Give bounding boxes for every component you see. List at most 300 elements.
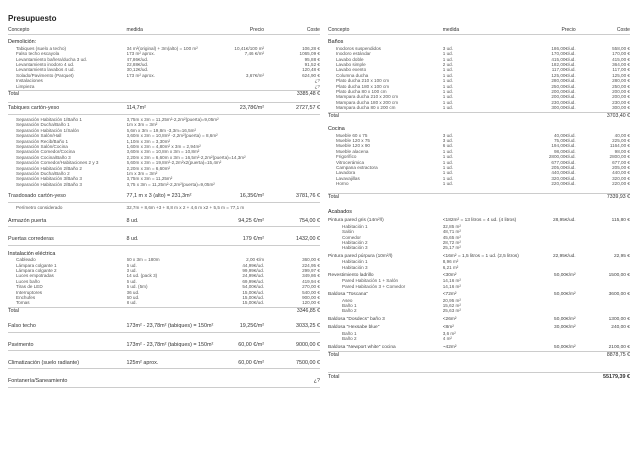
row-concept: Separación Habitación 3/Baño 3 [16,176,82,182]
table-row [8,182,320,187]
row-cost: 117,00 € [612,67,630,73]
row-concept: Separación Recib/Baño 1 [16,138,69,144]
finishes-total [328,351,630,358]
sub-room: Habitación 1 [342,259,368,265]
total-label: Total [328,193,339,200]
row-concept: Falso techo escayola [16,51,60,57]
row-price: 2,00 €/m [246,257,265,263]
item-label: Trasdosado cartón-yeso [8,193,66,200]
kitchen-total [328,193,630,200]
row-concept: Enchufes [16,295,36,301]
row-price: 170,00€/ud. [551,51,576,57]
row-concept: Mueble alacena [336,148,369,154]
row-concept: Separación Cocina/Baño 3 [16,154,71,160]
section-title: Instalación eléctrica [8,250,56,257]
row-concept: Levantamiento lavabos 4 ud. [16,67,75,73]
sub-room: Salón [342,229,354,235]
row-measure: 14 ud. (pack 3) [126,273,158,279]
sub-room: Baño 1 [342,330,357,336]
sub-room: Baño 1 [342,303,357,309]
row-price: 182,00€/ud. [551,62,576,68]
item-cost: 754,00 € [298,217,320,224]
row-measure: 5 ud. (5m) [126,284,148,290]
row-price: 15,00€/ud. [242,300,265,306]
item-cost: 9000,00 € [295,341,320,348]
sub-room: Habitación 3 [342,264,368,270]
row-measure: 1 ud. [442,154,453,160]
row-concept: Separación Comedor/Habitaciones 2 y 3 [16,160,99,166]
left-column [8,28,320,390]
sub-area: 25,63 m² [442,308,461,314]
row-concept: Separación Salón/Cocina [16,143,68,149]
row-concept: Lavabo doble [336,56,364,62]
row-price: 75,00€/ud. [553,137,576,143]
item-measure: 173m² - 23,78m² (tabiques) = 150m² [126,323,214,330]
item-label: Armazón puerta [8,217,47,224]
row-concept: Separación Habitación 1/Salón [16,127,80,133]
row-price: 15,00€/ud. [242,289,265,295]
finish-label: Baldosa "Hexsabe blue" [328,325,380,331]
header-cost: Coste [306,27,320,33]
bathrooms-section [328,40,630,119]
section-title: Cocina [328,126,345,133]
kitchen-section [328,127,630,200]
finish-sub-row [328,308,630,313]
row-price: 98,00€/ud. [553,148,576,154]
row-cost: 364,00 € [612,62,630,68]
partition-rows [8,117,320,187]
row-price: 415,00€/ud. [551,56,576,62]
row-concept: Lámpara colgante 1 [16,262,57,268]
header-measure: medida [442,27,460,33]
row-cost: 1065,09 € [299,51,320,57]
finishes-section [328,210,630,358]
row-cost: 360,00 € [302,257,320,263]
row-price: 69,99€/ud. [242,278,265,284]
finish-price: 50,00€/m² [554,316,576,322]
row-concept: Separación Comedor/Cocina [16,149,75,155]
row-cost: 270,00 € [302,284,320,290]
total-value: 8878,75 € [606,351,630,358]
total-value: 3703,40 € [606,112,630,119]
sub-area: 8,96 m² [442,259,459,265]
sub-area: 28,72 m² [442,240,461,245]
finishes-items [328,218,630,350]
row-measure: 36 ud. [126,289,140,295]
item-label: Tabiques cartón-yeso [8,105,60,112]
electrical-section [8,252,320,314]
item-label: Fontanería/Saneamiento [8,378,68,385]
row-price: 15,00€/ud. [242,295,265,301]
finish-label: Baldosa "Newport white" cocina [328,344,396,350]
sub-area: 4 m² [442,336,452,342]
finish-label: Baldosa "Dosdecs" baño 3 [328,316,385,322]
finish-item [328,345,630,350]
row-cost: 120,00 € [302,300,320,306]
row-measure: 1 ud. [442,164,453,170]
row-price: 3,67€/m² [245,72,265,78]
row-measure: 8 ud. [126,300,137,306]
row-concept: Separación Habitación 2/Baño 3 [16,181,82,187]
row-concept: Separación Salón/Hall [16,133,62,139]
row-measure: 3 ud. [442,132,453,138]
finish-label: Pintura pared gris (14m²/l) [328,218,384,224]
row-concept: Inodoro estándar [336,51,371,57]
table-row [328,181,630,186]
row-measure: 1 ud. [442,99,453,105]
row-cost: 299,97 € [302,268,320,273]
row-concept: Frigorífico [336,154,357,160]
item-label: Falso techo [8,323,36,330]
row-concept: Lavavajillas [336,175,360,181]
row-measure: 1 ud. [442,51,453,57]
row-concept: Columna ducha [336,72,369,78]
sub-room: Habitación 2 [342,240,368,245]
row-price: 200,00€/ud. [551,89,576,95]
item-price: 19,25€/m² [239,323,265,330]
sub-room: Baño 2 [342,336,357,342]
row-measure [127,84,217,89]
row-measure: 3 ud. [442,137,453,143]
item-price: 60,00 €/m² [238,360,265,367]
sliding-doors-row [8,237,320,245]
row-price: 24,99€/ud. [242,273,265,279]
item-measure: 8 ud. [126,236,139,243]
finish-item [328,317,630,322]
item-cost: 3781,76 € [295,193,320,200]
electrical-total [8,307,320,314]
row-price: 194,00€/ud. [551,143,576,149]
climate-row [8,361,320,369]
item-measure: 114,7m² [126,105,146,112]
row-cost: 98,00 € [614,148,630,154]
row-cost: 419,94 € [302,278,320,284]
header-price: Precio [561,27,576,33]
item-price: 60,00 €/m² [238,341,265,348]
table-row [328,105,630,110]
bathrooms-total [328,112,630,119]
total-label: Total [8,307,19,314]
row-concept: Levantamiento bañera/ducha 3 ud. [16,56,88,62]
row-concept: Mueble 120 x 90 [336,143,370,149]
row-measure: 60 ud. [126,295,140,301]
row-price: 44,99€/ud. [242,262,265,268]
false-ceiling-row [8,324,320,332]
row-measure: 1 ud. [442,175,453,181]
finish-cost: 115,80 € [611,218,630,224]
sub-room: Comedor [342,234,361,240]
row-measure: 3,75m x 3m = 11,25m²-2,2m²(puerta)=9,05m² [126,116,219,122]
electrical-rows [8,257,320,306]
row-concept: Inodoros suspendidos [336,45,381,51]
plumbing-row [8,379,320,387]
row-measure: 22,88€/ud. [126,62,149,68]
row-measure: 34 m²(original) + 3m(alto) = 100 m² [126,45,198,51]
row-price: 205,00€/ud. [551,164,576,170]
row-cost: 106,28 € [302,45,320,51]
finish-price: 22,95€/ud. [552,253,576,259]
header-price: Precio [249,27,265,33]
row-concept: Mueble 60 x 75 [336,132,368,138]
row-concept: Tiras de LED [16,284,43,290]
row-cost: 205,00 € [612,164,630,170]
section-title: Demolición: [8,39,37,46]
row-price: 99,99€/ud. [242,268,265,273]
demolition-total [8,90,320,97]
row-measure: 1,60m x 3m = 4,80m² x 3m = 2,94m² [126,143,201,149]
row-cost: 558,00 € [612,45,630,51]
header-measure: medida [126,27,143,33]
finish-sub-row [328,284,630,289]
row-measure: 3 ud. [126,268,137,273]
row-cost: 677,00 € [612,159,630,165]
row-measure: 3,60m x 3m = 10,8m² -2,2m²(puerta) = 8,6m² [126,133,218,139]
item-cost: 3033,25 € [295,323,320,330]
row-measure: 1 ud. [442,170,453,176]
row-cost: 220,00 € [612,181,630,187]
row-measure: 1,10m x 3m = 3,30m² [126,138,171,144]
sub-room: Pared Habitación 3 + Comedor [342,283,406,289]
item-price: 94,25 €/m² [238,217,265,224]
row-concept: Levantamiento inodoro 4 ud. [16,62,75,68]
finish-measure: <8m² [442,325,454,331]
row-price: 186,00€/ud. [551,45,576,51]
row-measure: 5 ud. [126,262,137,268]
finish-cost: 2100,00 € [608,344,630,350]
row-measure: 1 ud. [442,94,453,100]
finish-sub-row [328,336,630,341]
row-price: 40,00€/ud. [553,132,576,138]
row-price: 220,00€/ud. [551,181,576,187]
sub-area: 48,71 m² [442,229,461,235]
item-label: Climatización (suelo radiante) [8,360,80,367]
row-concept: Lavabo simple [336,62,366,68]
section-title: Acabados [328,208,352,215]
row-concept: Tomas [16,300,30,306]
row-cost: 91,52 € [304,62,320,68]
right-column [328,28,630,381]
grand-total-value: 55179,39 € [603,374,630,381]
row-measure: 1 ud. [442,83,453,89]
grand-total-label: Total [328,374,340,381]
row-concept: Campana extractora [336,164,378,170]
row-concept: Limpieza [16,83,35,89]
row-measure: 173 m² aprox. [126,72,155,78]
finish-measure: <182m² = 13 litros = 4 ud. (4 litros) [442,218,517,224]
row-price: 200,00€/ud. [551,94,576,100]
row-measure: 1 ud. [442,105,453,111]
finish-cost: 1500,00 € [608,273,630,279]
row-cost: 120,48 € [302,67,320,73]
row-concept: Mampara ducha 80 x 200 cm [336,105,396,111]
row-cost: 2800,00 € [609,154,630,160]
row-concept: Lavabo exento [336,67,367,73]
row-measure: 3,60m x 3m = 10,8m x 3m = 10,8m² [126,149,200,155]
row-measure: 2 ud. [442,62,453,68]
row-cost: 415,00 € [612,56,630,62]
finish-price: 50,00€/m² [554,273,576,279]
sub-area: 15,62 m² [442,303,461,309]
row-price: 320,00€/ud. [551,175,576,181]
row-concept: Plato ducha 80 x 100 cm [336,89,387,95]
row-measure: 3,75m x 3m = 11,25m² [126,176,173,182]
sub-area: 14,16 m² [442,278,461,284]
item-cost: 7500,00 € [295,360,320,367]
header-cost: Coste [616,27,630,33]
row-concept: Luces baño [16,278,40,284]
total-value: 3385,48 € [296,91,320,98]
total-label: Total [328,351,339,358]
sub-area: 20,95 m² [442,297,461,303]
sub-label: Perímetro considerado [16,204,63,210]
row-price: 117,00€/ud. [551,67,576,73]
finish-measure: <30m² [442,273,457,279]
row-measure: 1 ud. [442,78,453,84]
row-concept: Lámpara colgante 2 [16,268,57,273]
row-concept: Separación Ducha/Baño 2 [16,170,70,176]
item-label: Puertas correderas [8,236,54,243]
row-price: 2800,00€/ud. [548,154,576,160]
sub-room: Habitación 3 [342,245,368,251]
row-measure: 6,6m x 3m = 19,8m -3,3m=16,5m² [126,127,196,133]
row-cost: 440,00 € [612,170,630,176]
row-measure: 3,75 x 3m = 11,25m²-2,2m²(puerta)=9,05m² [126,181,215,187]
sub-area: 32,85 m² [442,223,461,229]
sub-room: Pared Habitación 1 + Salón [342,278,399,284]
finish-measure: <16m² = 1,5 litros = 1 ud. (2,5 litros) [442,253,519,259]
finish-price: 50,00€/m² [554,344,576,350]
row-cost: 540,00 € [302,289,320,295]
row-concept: Plato ducha 210 x 100 cm [336,78,390,84]
row-concept: Separación Habitación 1/Baño 1 [16,116,82,122]
row-cost: 250,00 € [612,83,630,89]
row-cost: 320,00 € [612,175,630,181]
row-concept: Mampara ducha 180 x 200 cm [336,99,399,105]
finish-cost: 22,95 € [613,253,630,259]
row-measure: 6 ud. [442,143,453,149]
table-row [8,300,320,305]
total-label: Total [328,112,339,119]
finish-label: Baldosa "Toscana" [328,292,368,298]
row-measure: 1 ud. [442,56,453,62]
row-concept: Mampara ducha 210 x 200 cm [336,94,399,100]
row-cost: 40,00 € [614,132,630,138]
finish-sub-row [328,245,630,250]
page-title: Presupuesto [8,14,57,23]
row-concept: Lavadora [336,170,356,176]
row-measure: 1m x 3m = 3m² [126,170,158,176]
row-price: 280,00€/ud. [551,78,576,84]
row-measure: 6,60m x 3m = 19,8m²-2,2m²x2(puerta)=15,4m² [126,160,222,166]
sub-room: Baño 2 [342,308,357,314]
item-measure: 8 ud. [126,217,139,224]
row-cost: 200,00 € [612,89,630,95]
row-measure: 3 ud. [442,45,453,51]
row-concept: Separación Ducha/Baño 1 [16,122,70,128]
row-price: 125,00€/ud. [551,72,576,78]
row-cost: 300,00 € [612,105,630,111]
header-concept: Concepto [8,27,30,33]
item-price: 23,78€/m² [239,105,265,112]
table-row [8,84,320,89]
row-measure: 60 x 3m = 180m [126,257,160,263]
finish-label: Pintura pared púrpura (10m²/l) [328,253,393,259]
row-measure: 1 ud. [442,72,453,78]
row-price: 250,00€/ud. [551,83,576,89]
item-measure: 125m² aprox. [126,360,159,367]
row-price: 677,00€/ud. [551,159,576,165]
sub-room: Habitación 1 [342,223,368,229]
row-cost: 900,00 € [302,295,320,301]
row-cost: 1164,00 € [609,143,630,149]
item-measure: 77,1 m x 3 (alto) = 231,3m² [126,193,192,200]
row-measure: 1 ud. [442,148,453,154]
sub-room: Aseo [342,297,353,303]
table-header [8,28,320,35]
row-concept: Instalaciones [16,78,43,84]
grand-total [328,372,630,380]
row-concept: Separación Habitación 2/Baño 2 [16,165,82,171]
sub-measure: 32,7m + 8,6m +3 + 8,8 m x 2 + 4,6 m x2 + 5,5 m = 77,1 m [126,204,245,210]
row-cost: ¿? [314,78,320,84]
row-concept: Solado/Pavimento (Parquet) [16,72,74,78]
demolition-rows [8,46,320,89]
item-price: 179 €/m² [242,236,265,243]
finish-price: 50,00€/m² [554,292,576,298]
finish-sub-row [328,265,630,270]
kitchen-rows [328,133,630,187]
row-concept: Tabiques (suelo a techo) [16,45,67,51]
finish-measure: <26m² [442,316,457,322]
row-cost: 95,88 € [304,56,320,62]
row-cost: 224,95 € [302,262,320,268]
finish-cost: 1300,00 € [608,316,630,322]
item-cost: 1432,00 € [295,236,320,243]
row-concept: Plato ducha 180 x 100 cm [336,83,390,89]
row-concept: Cableado [16,257,36,263]
row-cost: 349,86 € [302,273,320,279]
total-value: 3346,85 € [296,307,320,314]
row-concept: Horno [336,181,349,187]
row-price: 7,46 €/m² [244,51,265,57]
sub-area: 3,6 m² [442,330,456,336]
row-measure: 2,20m x 3m = 6,60m² [126,165,171,171]
drywall-lining-row [8,194,320,202]
sub-area: 25,17 m² [442,245,461,251]
row-measure: 1 ud. [442,181,453,187]
row-concept: Interruptores [16,289,43,295]
finish-measure: ~42m² [442,344,457,350]
row-cost: 225,00 € [612,137,630,143]
row-cost: 230,00 € [612,99,630,105]
partition-walls-row [8,102,320,114]
sub-area: 45,65 m² [442,234,461,240]
item-label: Pavimento [8,341,34,348]
finish-cost: 240,00 € [611,325,630,331]
perimeter-row [8,205,320,210]
row-measure: 30,12€/ud. [126,67,149,73]
door-frame-row [8,219,320,227]
table-header [328,28,630,35]
item-cost: ¿? [313,378,320,385]
header-concept: Concepto [328,27,350,33]
row-price: 54,00€/ud. [242,284,265,290]
demolition-section [8,40,320,97]
row-concept: Mueble 120 x 75 [336,137,370,143]
row-cost: 170,00 € [612,51,630,57]
row-cost: ¿? [314,83,320,89]
row-measure: 173 m² aprox. [126,51,155,57]
